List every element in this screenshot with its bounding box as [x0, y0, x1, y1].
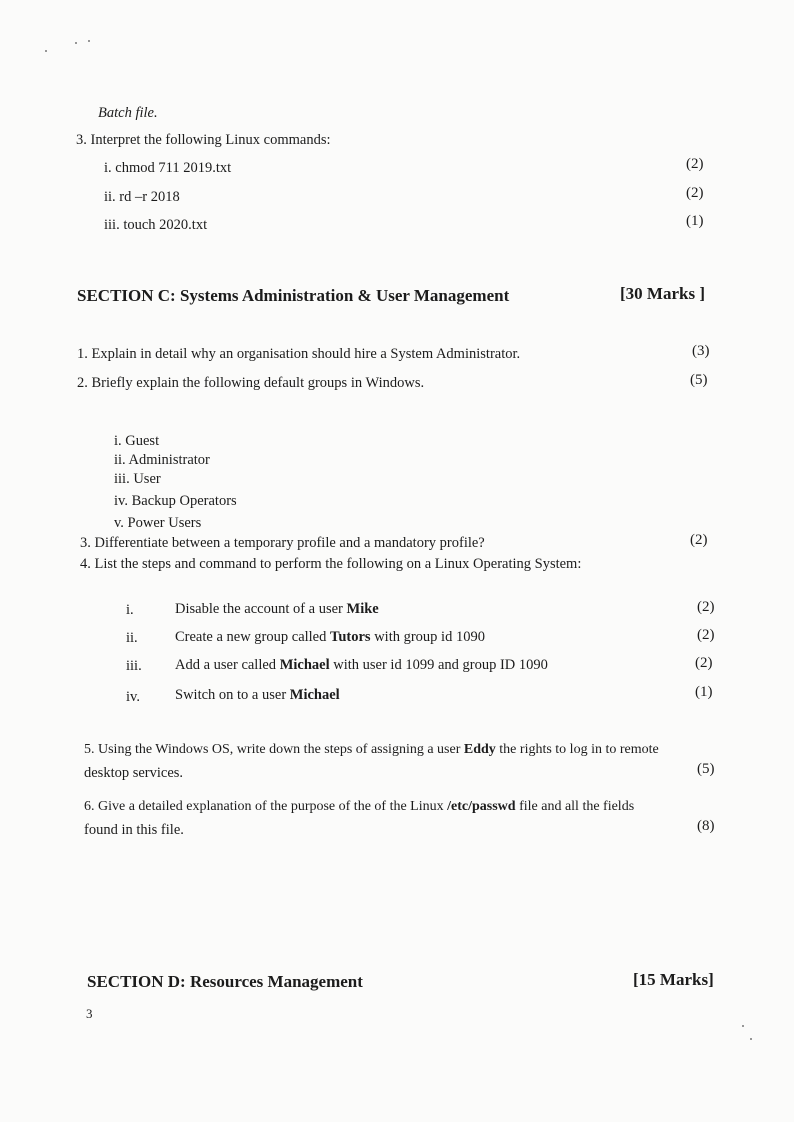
user-name-bold: Mike	[346, 601, 379, 617]
q4-item-3-marks: (2)	[695, 655, 713, 671]
section-c-q3-marks: (2)	[690, 532, 708, 548]
section-c-q2-text: 2. Briefly explain the following default groups in Windows.	[77, 375, 425, 391]
question-3-text: 3. Interpret the following Linux commands:	[76, 132, 331, 148]
section-c-q2-marks: (5)	[690, 372, 708, 388]
q4-item-3-text: Add a user called Michael with user id 1099 and group ID 1090	[175, 657, 548, 673]
section-c-q5-marks: (5)	[697, 761, 715, 777]
scan-speck	[750, 1038, 752, 1040]
q3-item-2-marks: (2)	[686, 185, 704, 201]
section-c-q5-line1: 5. Using the Windows OS, write down the steps of assigning a user Eddy the rights to log in to remote	[84, 742, 659, 757]
section-c-q1-marks: (3)	[692, 343, 710, 359]
group-item: iii. User	[114, 471, 161, 487]
q4-item-2-text: Create a new group called Tutors with group id 1090	[175, 629, 485, 645]
q4-item-4-text: Switch on to a user Michael	[175, 687, 340, 703]
q4-item-1-text: Disable the account of a user Mike	[175, 601, 379, 617]
file-path-bold: /etc/passwd	[447, 799, 516, 814]
q3-item-3: iii. touch 2020.txt	[104, 217, 208, 233]
section-c-q6-line1: 6. Give a detailed explanation of the purpose of the of the Linux /etc/passwd file and all the fields	[84, 799, 635, 814]
page-number: 3	[86, 1006, 93, 1021]
section-c-q6-marks: (8)	[697, 818, 715, 834]
section-c-q6-line2: found in this file.	[84, 822, 184, 838]
user-name-bold: Michael	[279, 657, 330, 673]
q3-item-2: ii. rd –r 2018	[104, 189, 180, 205]
q4-item-4-number: iv.	[126, 689, 140, 705]
section-d-marks: [15 Marks]	[633, 970, 714, 989]
q3-item-3-marks: (1)	[686, 213, 704, 229]
q4-item-2-number: ii.	[126, 630, 138, 646]
q4-item-4-marks: (1)	[695, 684, 713, 700]
group-item: v. Power Users	[114, 515, 202, 531]
q4-item-2-marks: (2)	[697, 627, 715, 643]
q4-item-1-marks: (2)	[697, 599, 715, 615]
q4-item-3-number: iii.	[126, 658, 142, 674]
user-name-bold: Eddy	[463, 742, 496, 757]
section-c-q3-text: 3. Differentiate between a temporary profile and a mandatory profile?	[80, 535, 485, 551]
section-c-marks: [30 Marks ]	[620, 284, 705, 303]
q3-item-1: i. chmod 711 2019.txt	[104, 160, 232, 176]
group-item: i. Guest	[114, 433, 160, 449]
scan-speck	[75, 42, 77, 44]
scan-speck	[88, 40, 90, 42]
section-c-q1-text: 1. Explain in detail why an organisation should hire a System Administrator.	[77, 346, 521, 362]
group-item: iv. Backup Operators	[114, 493, 237, 509]
batch-file-text: Batch file.	[98, 105, 158, 121]
scan-speck	[742, 1025, 744, 1027]
group-name-bold: Tutors	[330, 629, 371, 645]
q3-item-1-marks: (2)	[686, 156, 704, 172]
user-name-bold: Michael	[289, 687, 340, 703]
section-c-q5-line2: desktop services.	[84, 765, 184, 781]
section-d-title: SECTION D: Resources Management	[87, 972, 363, 991]
scan-speck	[45, 50, 47, 52]
section-c-q4-text: 4. List the steps and command to perform the following on a Linux Operating System:	[80, 556, 582, 572]
q4-item-1-number: i.	[126, 602, 134, 618]
section-c-title: SECTION C: Systems Administration & User Management	[77, 286, 510, 305]
group-item: ii. Administrator	[114, 452, 210, 468]
